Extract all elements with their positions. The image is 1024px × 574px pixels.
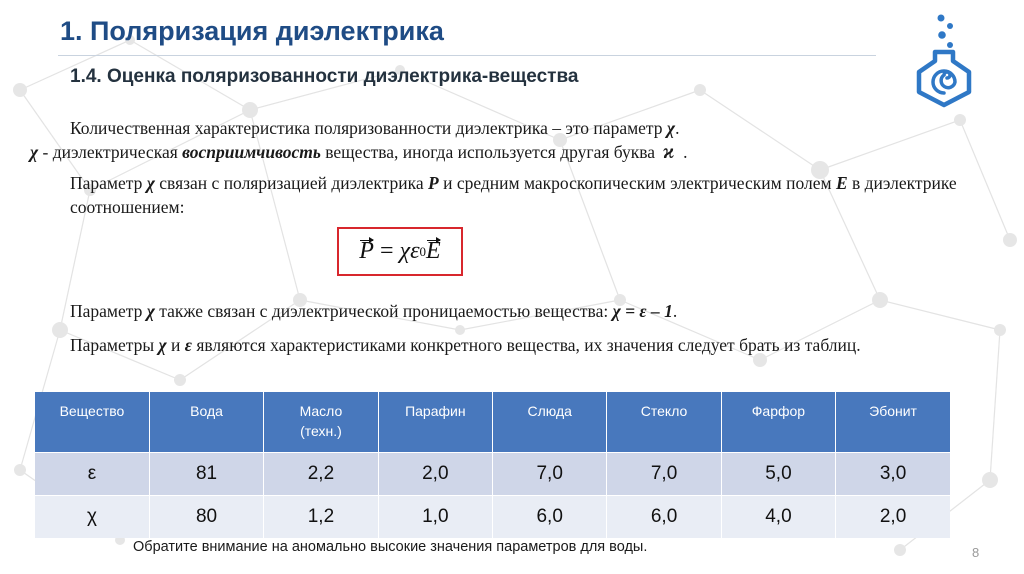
table-cell: 2,2 <box>264 453 378 496</box>
header-oil-line1: Масло <box>299 403 343 419</box>
header-glass: Стекло <box>607 392 721 453</box>
table-row-chi <box>35 496 950 539</box>
kappa-symbol: ϰ <box>663 141 675 163</box>
table-cell: 7,0 <box>493 453 607 496</box>
p4-end: . <box>672 301 678 321</box>
header-mica: Слюда <box>493 392 607 453</box>
header-water: Вода <box>149 392 263 453</box>
p5-rest: являются характеристиками конкретного вещества, их значения следует брать из таблиц. <box>191 335 861 355</box>
table-cell: 1,0 <box>378 496 492 539</box>
epsilon-symbol: ε <box>184 335 192 355</box>
table-cell: 1,2 <box>264 496 378 539</box>
header-paraffin: Парафин <box>378 392 492 453</box>
table-cell: 6,0 <box>607 496 721 539</box>
table-cell: χ <box>35 496 149 539</box>
p5-text: Параметры <box>70 335 159 355</box>
flask-logo-icon <box>912 14 976 108</box>
slide-title: 1. Поляризация диэлектрика <box>60 16 444 46</box>
table-header-row <box>35 392 950 453</box>
p1-end: . <box>675 118 680 138</box>
formula-chi: χ <box>399 238 411 264</box>
formula-subscript: 0 <box>419 243 427 259</box>
table-cell: 3,0 <box>836 453 950 496</box>
p3-mid2: и средним макроскопическим электрическим полем <box>438 173 836 193</box>
paragraph-relation <box>30 171 1000 219</box>
formula-equals: = <box>373 238 400 264</box>
table-cell: ε <box>35 453 149 496</box>
p3-text: Параметр <box>70 173 147 193</box>
header-substance: Вещество <box>35 392 149 453</box>
field-symbol: E <box>835 173 848 193</box>
paragraph-susceptibility <box>30 140 960 164</box>
table-cell: 2,0 <box>836 496 950 539</box>
formula-epsilon: ε <box>410 238 420 264</box>
page-number: 8 <box>972 545 980 560</box>
table-cell: 5,0 <box>721 453 835 496</box>
p2-end: . <box>683 142 688 162</box>
header-oil-line2: (техн.) <box>300 423 342 439</box>
table-cell: 80 <box>149 496 263 539</box>
table-row-epsilon <box>35 453 950 496</box>
header-porcelain: Фарфор <box>721 392 835 453</box>
chi-symbol: χ <box>146 173 155 193</box>
chi-symbol: χ <box>666 118 676 138</box>
slide-subtitle: 1.4. Оценка поляризованности диэлектрика-вещества <box>70 66 579 87</box>
p4-mid: также связан с диэлектрической проницаемостью вещества: <box>154 301 613 321</box>
chi-symbol: χ <box>146 301 155 321</box>
table-cell: 81 <box>149 453 263 496</box>
formula-P: P <box>359 238 374 264</box>
polarization-formula <box>337 227 463 276</box>
header-oil <box>264 392 378 453</box>
title-divider <box>58 55 876 56</box>
p3-mid: связан с поляризацией диэлектрика <box>154 173 428 193</box>
paragraph-quantitative <box>30 116 1000 140</box>
p1-text: Количественная характеристика поляризованности диэлектрика – это параметр <box>70 118 667 138</box>
p4-text: Параметр <box>70 301 147 321</box>
polarization-symbol: P <box>428 173 439 193</box>
substances-table <box>35 392 950 538</box>
paragraph-parameters <box>30 333 1000 357</box>
chi-symbol: χ <box>158 335 167 355</box>
table-cell: 6,0 <box>493 496 607 539</box>
header-ebonite: Эбонит <box>836 392 950 453</box>
p2-rest: вещества, иногда используется другая буква <box>320 142 656 162</box>
permittivity-formula: χ = ε – 1 <box>612 301 673 321</box>
p3-end: в диэлектрике соотношением: <box>70 173 957 217</box>
p2-text: - диэлектрическая <box>38 142 183 162</box>
formula-E: E <box>426 238 441 264</box>
table-cell: 2,0 <box>378 453 492 496</box>
susceptibility-term: восприимчивость <box>182 142 321 162</box>
table-cell: 4,0 <box>721 496 835 539</box>
water-note: Обратите внимание на аномально высокие значения параметров для воды. <box>133 539 648 555</box>
paragraph-permittivity <box>30 299 1000 323</box>
p5-and: и <box>166 335 185 355</box>
table-cell: 7,0 <box>607 453 721 496</box>
chi-symbol: χ <box>30 142 39 162</box>
